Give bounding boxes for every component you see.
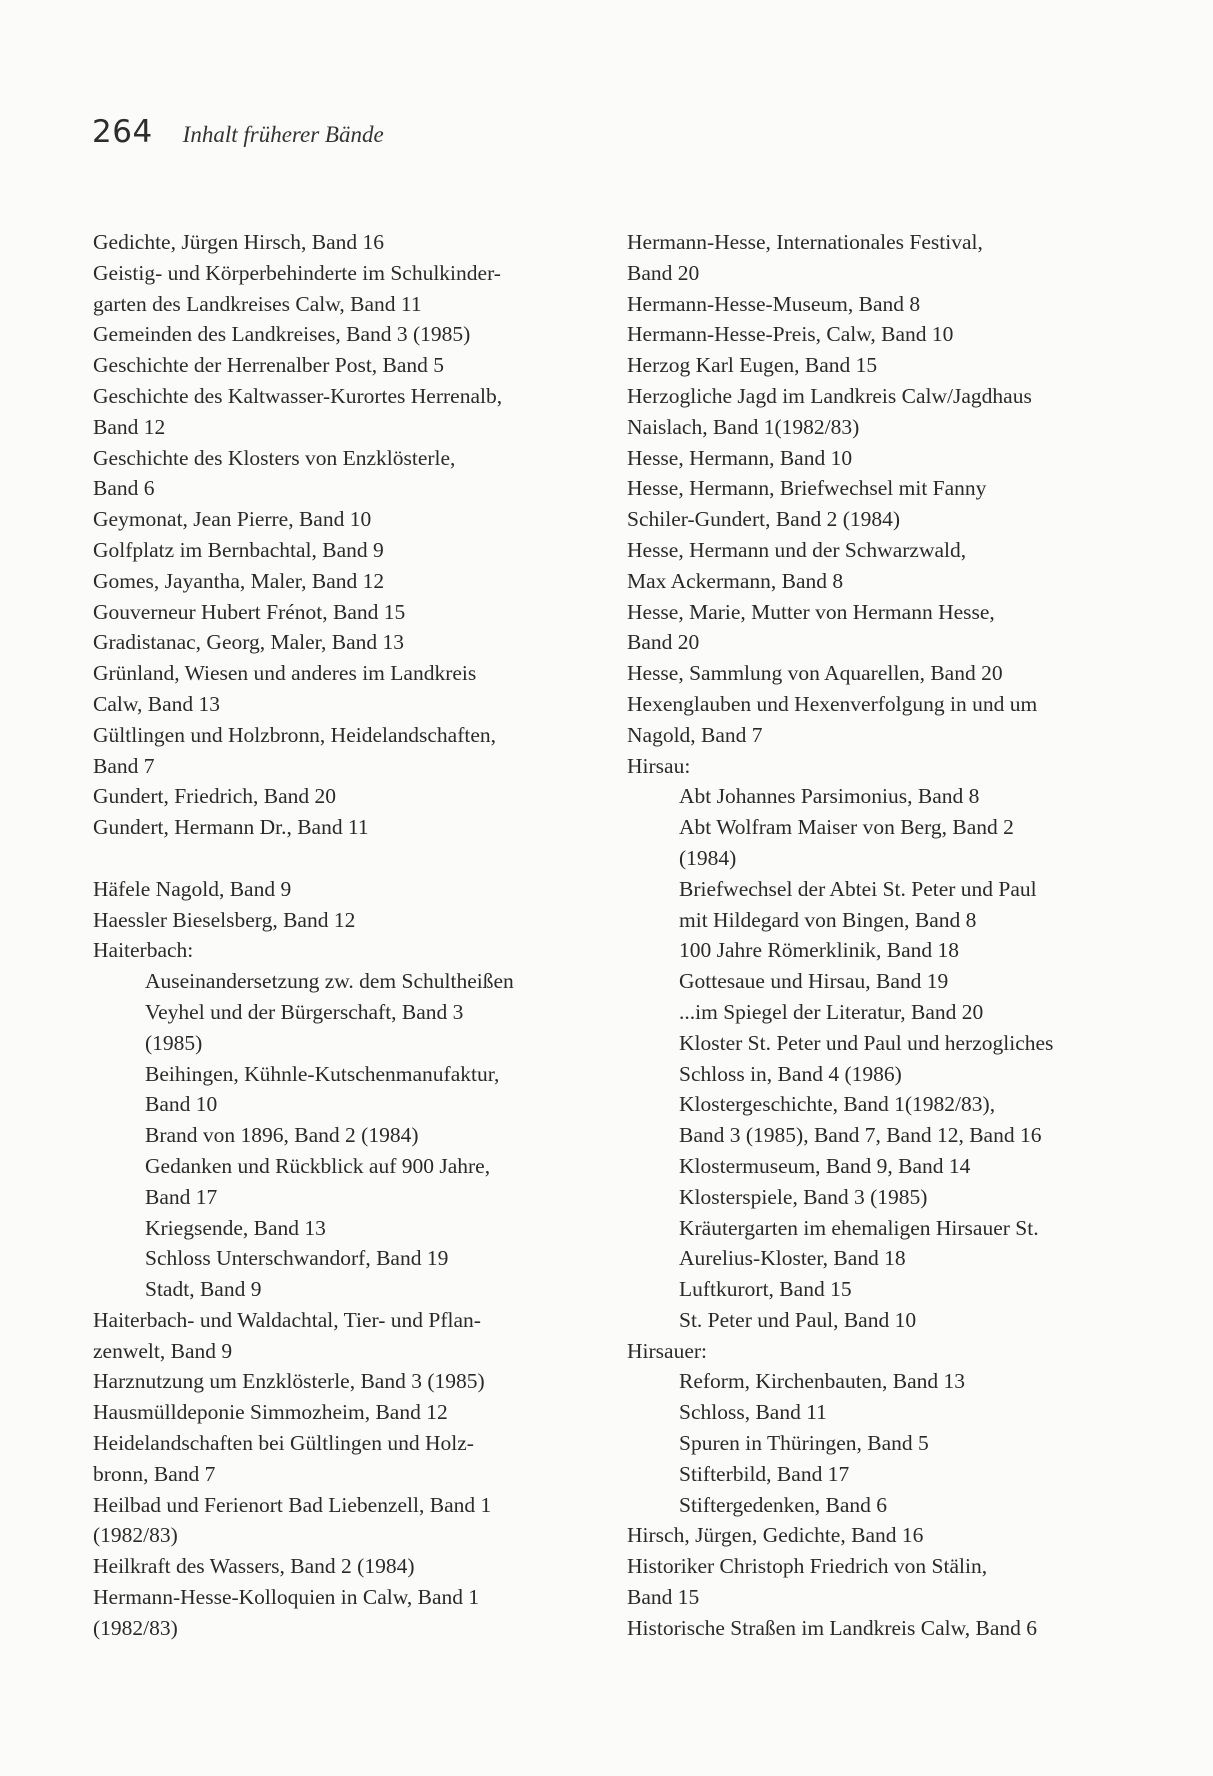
index-entry: Historiker Christoph Friedrich von Stälin, xyxy=(627,1554,988,1579)
index-entry: Max Ackermann, Band 8 xyxy=(627,568,844,593)
index-entry: Hesse, Hermann und der Schwarzwald, xyxy=(627,537,967,562)
index-entry: Hesse, Marie, Mutter von Hermann Hesse, xyxy=(627,599,995,624)
index-subentry: Luftkurort, Band 15 xyxy=(679,1277,852,1302)
index-entry: Haiterbach- und Waldachtal, Tier- und Pflan- xyxy=(93,1307,481,1332)
index-entry: Hirsauer: xyxy=(627,1338,707,1363)
index-entry: Heilkraft des Wassers, Band 2 (1984) xyxy=(93,1554,415,1579)
index-entry: Gouverneur Hubert Frénot, Band 15 xyxy=(93,599,406,624)
index-entry: Hermann-Hesse, Internationales Festival, xyxy=(627,230,983,254)
page-number: 264 xyxy=(92,114,153,150)
index-subentry: Schloss, Band 11 xyxy=(679,1400,827,1425)
index-entry: Band 20 xyxy=(627,630,700,655)
index-subentry: Schloss in, Band 4 (1986) xyxy=(679,1061,902,1086)
index-entry: Grünland, Wiesen und anderes im Landkreis xyxy=(93,661,477,686)
index-subentry: Brand von 1896, Band 2 (1984) xyxy=(145,1123,419,1148)
index-subentry: (1985) xyxy=(145,1030,203,1055)
index-subentry: Gottesaue und Hirsau, Band 19 xyxy=(679,969,949,994)
index-entry: Nagold, Band 7 xyxy=(627,722,763,747)
index-entry: Historische Straßen im Landkreis Calw, Band 6 xyxy=(627,1615,1038,1640)
index-entry: Geschichte des Klosters von Enzklösterle, xyxy=(93,445,456,470)
blank-line xyxy=(93,843,593,874)
index-entry: Hermann-Hesse-Museum, Band 8 xyxy=(627,291,921,316)
index-entry: Geistig- und Körperbehinderte im Schulkinder- xyxy=(93,260,501,285)
index-entry: Band 15 xyxy=(627,1585,700,1610)
index-entry: Hexenglauben und Hexenverfolgung in und um xyxy=(627,691,1038,716)
index-entry: (1982/83) xyxy=(93,1523,178,1548)
index-subentry: St. Peter und Paul, Band 10 xyxy=(679,1307,917,1332)
index-entry: garten des Landkreises Calw, Band 11 xyxy=(93,291,422,316)
index-subentry: Band 3 (1985), Band 7, Band 12, Band 16 xyxy=(679,1123,1042,1148)
index-entry: Geymonat, Jean Pierre, Band 10 xyxy=(93,507,372,532)
index-subentry: Klostergeschichte, Band 1(1982/83), xyxy=(679,1092,996,1117)
index-entry: Gradistanac, Georg, Maler, Band 13 xyxy=(93,630,404,655)
index-entry: bronn, Band 7 xyxy=(93,1461,216,1486)
index-entry: Harznutzung um Enzklösterle, Band 3 (1985) xyxy=(93,1369,485,1394)
index-subentry: Gedanken und Rückblick auf 900 Jahre, xyxy=(145,1153,491,1178)
index-entry: Gemeinden des Landkreises, Band 3 (1985) xyxy=(93,322,471,347)
page-header xyxy=(92,114,384,150)
index-subentry: Kriegsende, Band 13 xyxy=(145,1215,326,1240)
index-entry: Golfplatz im Bernbachtal, Band 9 xyxy=(93,537,384,562)
index-entry: Hirsau: xyxy=(627,753,691,778)
index-entry: Heidelandschaften bei Gültlingen und Holz- xyxy=(93,1431,474,1456)
index-subentry: Reform, Kirchenbauten, Band 13 xyxy=(679,1369,965,1394)
index-entry: (1982/83) xyxy=(93,1615,178,1640)
index-column-left xyxy=(93,227,593,1644)
index-subentry: Kräutergarten im ehemaligen Hirsauer St. xyxy=(679,1215,1039,1240)
index-entry: Heilbad und Ferienort Bad Liebenzell, Band 1 xyxy=(93,1492,492,1517)
index-subentry: Klosterspiele, Band 3 (1985) xyxy=(679,1184,928,1209)
index-entry: Herzogliche Jagd im Landkreis Calw/Jagdhaus xyxy=(627,383,1032,408)
index-column-right xyxy=(627,227,1127,1644)
index-entry: Band 7 xyxy=(93,753,155,778)
index-subentry: Band 10 xyxy=(145,1092,218,1117)
index-entry: Band 6 xyxy=(93,476,155,501)
index-entry: Geschichte der Herrenalber Post, Band 5 xyxy=(93,353,445,378)
index-subentry: (1984) xyxy=(679,845,737,870)
index-subentry: Abt Wolfram Maiser von Berg, Band 2 xyxy=(679,815,1014,840)
index-subentry: Schloss Unterschwandorf, Band 19 xyxy=(145,1246,449,1271)
index-entry: Hesse, Hermann, Briefwechsel mit Fanny xyxy=(627,476,987,501)
index-subentry: Abt Johannes Parsimonius, Band 8 xyxy=(679,784,980,809)
index-entry: Calw, Band 13 xyxy=(93,691,220,716)
index-entry: Hesse, Sammlung von Aquarellen, Band 20 xyxy=(627,661,1003,686)
index-entry: Haessler Bieselsberg, Band 12 xyxy=(93,907,356,932)
index-subentry: Stifterbild, Band 17 xyxy=(679,1461,850,1486)
index-subentry: Veyhel und der Bürgerschaft, Band 3 xyxy=(145,999,464,1024)
index-entry: Hesse, Hermann, Band 10 xyxy=(627,445,853,470)
index-subentry: Auseinandersetzung zw. dem Schultheißen xyxy=(145,969,514,994)
index-subentry: Aurelius-Kloster, Band 18 xyxy=(679,1246,906,1271)
index-subentry: Spuren in Thüringen, Band 5 xyxy=(679,1431,929,1456)
index-entry: Band 20 xyxy=(627,260,700,285)
index-subentry: 100 Jahre Römerklinik, Band 18 xyxy=(679,938,960,963)
index-entry: Gundert, Friedrich, Band 20 xyxy=(93,784,337,809)
index-subentry: Stiftergedenken, Band 6 xyxy=(679,1492,887,1517)
index-entry: Naislach, Band 1(1982/83) xyxy=(627,414,860,439)
index-entry: Häfele Nagold, Band 9 xyxy=(93,876,292,901)
index-subentry: mit Hildegard von Bingen, Band 8 xyxy=(679,907,977,932)
index-entry: Haiterbach: xyxy=(93,938,194,963)
index-subentry: Band 17 xyxy=(145,1184,218,1209)
running-title: Inhalt früherer Bände xyxy=(182,122,384,147)
index-entry: Schiler-Gundert, Band 2 (1984) xyxy=(627,507,901,532)
index-subentry: Beihingen, Kühnle-Kutschenmanufaktur, xyxy=(145,1061,500,1086)
index-entry: Geschichte des Kaltwasser-Kurortes Herrenalb, xyxy=(93,383,503,408)
index-entry: Hermann-Hesse-Kolloquien in Calw, Band 1 xyxy=(93,1585,480,1610)
index-entry: Gültlingen und Holzbronn, Heidelandschaften, xyxy=(93,722,497,747)
index-entry: Gedichte, Jürgen Hirsch, Band 16 xyxy=(93,230,384,254)
index-entry: Hirsch, Jürgen, Gedichte, Band 16 xyxy=(627,1523,924,1548)
index-entry: Hausmülldeponie Simmozheim, Band 12 xyxy=(93,1400,448,1425)
index-entry: Gundert, Hermann Dr., Band 11 xyxy=(93,815,369,840)
index-subentry: Stadt, Band 9 xyxy=(145,1277,262,1302)
index-entry: Hermann-Hesse-Preis, Calw, Band 10 xyxy=(627,322,954,347)
index-subentry: ...im Spiegel der Literatur, Band 20 xyxy=(679,999,984,1024)
index-subentry: Kloster St. Peter und Paul und herzogliches xyxy=(679,1030,1054,1055)
index-entry: Herzog Karl Eugen, Band 15 xyxy=(627,353,878,378)
index-entry: Band 12 xyxy=(93,414,166,439)
index-entry: zenwelt, Band 9 xyxy=(93,1338,233,1363)
index-subentry: Briefwechsel der Abtei St. Peter und Paul xyxy=(679,876,1037,901)
index-entry: Gomes, Jayantha, Maler, Band 12 xyxy=(93,568,385,593)
index-subentry: Klostermuseum, Band 9, Band 14 xyxy=(679,1153,971,1178)
